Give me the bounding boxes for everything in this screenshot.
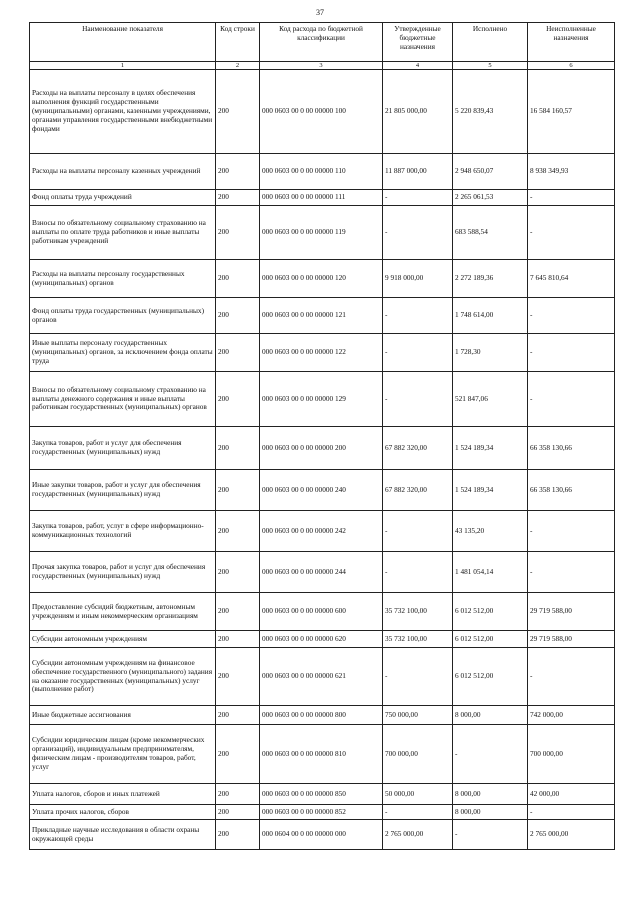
table-row xyxy=(30,334,615,372)
approved-value: - xyxy=(383,552,453,593)
executed-value: 2 265 061,53 xyxy=(453,190,528,206)
table-row xyxy=(30,372,615,427)
approved-value: - xyxy=(383,805,453,820)
executed-value: 2 948 650,07 xyxy=(453,154,528,190)
budget-classification-code: 000 0603 00 0 00 00000 119 xyxy=(260,206,383,260)
unexecuted-value: 29 719 588,00 xyxy=(528,631,615,648)
page-number: 37 xyxy=(316,8,324,17)
approved-value: 700 000,00 xyxy=(383,725,453,784)
approved-value: 21 805 000,00 xyxy=(383,70,453,154)
budget-classification-code: 000 0603 00 0 00 00000 110 xyxy=(260,154,383,190)
header-row xyxy=(30,23,615,62)
approved-value: 67 882 320,00 xyxy=(383,470,453,511)
line-code: 200 xyxy=(216,334,260,372)
budget-classification-code: 000 0603 00 0 00 00000 129 xyxy=(260,372,383,427)
budget-classification-code: 000 0604 00 0 00 00000 000 xyxy=(260,820,383,850)
executed-value: 1 524 189,34 xyxy=(453,427,528,470)
line-code: 200 xyxy=(216,298,260,334)
table-row xyxy=(30,648,615,706)
table-row xyxy=(30,470,615,511)
indicator-name: Иные закупки товаров, работ и услуг для обеспечения государственных (муниципальных) нужд xyxy=(30,470,216,511)
budget-classification-code: 000 0603 00 0 00 00000 240 xyxy=(260,470,383,511)
indicator-name: Взносы по обязательному социальному страхованию на выплаты по оплате труда работников и иные выплаты работникам учреждений xyxy=(30,206,216,260)
executed-value: 8 000,00 xyxy=(453,784,528,805)
header-approved: Утвержденные бюджетные назначения xyxy=(383,23,453,62)
executed-value: 8 000,00 xyxy=(453,706,528,725)
table-row xyxy=(30,820,615,850)
indicator-name: Субсидии автономным учреждениям xyxy=(30,631,216,648)
table-row xyxy=(30,70,615,154)
table-row xyxy=(30,725,615,784)
table-row xyxy=(30,190,615,206)
header-executed: Исполнено xyxy=(453,23,528,62)
budget-classification-code: 000 0603 00 0 00 00000 600 xyxy=(260,593,383,631)
budget-classification-code: 000 0603 00 0 00 00000 111 xyxy=(260,190,383,206)
column-number: 3 xyxy=(260,62,383,70)
line-code: 200 xyxy=(216,593,260,631)
line-code: 200 xyxy=(216,784,260,805)
approved-value: 9 918 000,00 xyxy=(383,260,453,298)
executed-value: 6 012 512,00 xyxy=(453,593,528,631)
column-number: 1 xyxy=(30,62,216,70)
indicator-name: Расходы на выплаты персоналу государственных (муниципальных) органов xyxy=(30,260,216,298)
indicator-name: Иные выплаты персоналу государственных (муниципальных) органов, за исключением фонда оплаты труда xyxy=(30,334,216,372)
line-code: 200 xyxy=(216,154,260,190)
indicator-name: Фонд оплаты труда учреждений xyxy=(30,190,216,206)
header-unexecuted: Неисполненные назначения xyxy=(528,23,615,62)
indicator-name: Субсидии юридическим лицам (кроме некоммерческих организаций), индивидуальным предпринимателям, физическим лицам - производителям товаров, работ, услуг xyxy=(30,725,216,784)
executed-value: 1 481 054,14 xyxy=(453,552,528,593)
approved-value: - xyxy=(383,298,453,334)
unexecuted-value: - xyxy=(528,334,615,372)
budget-classification-code: 000 0603 00 0 00 00000 621 xyxy=(260,648,383,706)
indicator-name: Взносы по обязательному социальному страхованию на выплаты денежного содержания и иные выплаты работникам государственных (муниципальных) органов xyxy=(30,372,216,427)
table-row xyxy=(30,511,615,552)
unexecuted-value: 7 645 810,64 xyxy=(528,260,615,298)
line-code: 200 xyxy=(216,706,260,725)
approved-value: - xyxy=(383,372,453,427)
executed-value: 2 272 189,36 xyxy=(453,260,528,298)
approved-value: - xyxy=(383,334,453,372)
column-number: 4 xyxy=(383,62,453,70)
approved-value: 750 000,00 xyxy=(383,706,453,725)
approved-value: 35 732 100,00 xyxy=(383,593,453,631)
executed-value: 5 220 839,43 xyxy=(453,70,528,154)
unexecuted-value: 66 358 130,66 xyxy=(528,427,615,470)
line-code: 200 xyxy=(216,631,260,648)
column-number: 5 xyxy=(453,62,528,70)
indicator-name: Закупка товаров, работ, услуг в сфере информационно-коммуникационных технологий xyxy=(30,511,216,552)
approved-value: 50 000,00 xyxy=(383,784,453,805)
line-code: 200 xyxy=(216,470,260,511)
budget-classification-code: 000 0603 00 0 00 00000 244 xyxy=(260,552,383,593)
indicator-name: Закупка товаров, работ и услуг для обеспечения государственных (муниципальных) нужд xyxy=(30,427,216,470)
approved-value: 67 882 320,00 xyxy=(383,427,453,470)
table-row xyxy=(30,631,615,648)
budget-classification-code: 000 0603 00 0 00 00000 122 xyxy=(260,334,383,372)
budget-classification-code: 000 0603 00 0 00 00000 620 xyxy=(260,631,383,648)
column-number: 6 xyxy=(528,62,615,70)
line-code: 200 xyxy=(216,260,260,298)
table-row xyxy=(30,298,615,334)
line-code: 200 xyxy=(216,820,260,850)
approved-value: - xyxy=(383,511,453,552)
header-budget-classification: Код расхода по бюджетной классификации xyxy=(260,23,383,62)
table-row xyxy=(30,593,615,631)
line-code: 200 xyxy=(216,206,260,260)
indicator-name: Прочая закупка товаров, работ и услуг для обеспечения государственных (муниципальных) нужд xyxy=(30,552,216,593)
budget-classification-code: 000 0603 00 0 00 00000 800 xyxy=(260,706,383,725)
budget-classification-code: 000 0603 00 0 00 00000 242 xyxy=(260,511,383,552)
indicator-name: Уплата налогов, сборов и иных платежей xyxy=(30,784,216,805)
line-code: 200 xyxy=(216,805,260,820)
line-code: 200 xyxy=(216,372,260,427)
indicator-name: Прикладные научные исследования в области охраны окружающей среды xyxy=(30,820,216,850)
budget-classification-code: 000 0603 00 0 00 00000 120 xyxy=(260,260,383,298)
column-number: 2 xyxy=(216,62,260,70)
unexecuted-value: 700 000,00 xyxy=(528,725,615,784)
approved-value: 11 887 000,00 xyxy=(383,154,453,190)
budget-classification-code: 000 0603 00 0 00 00000 852 xyxy=(260,805,383,820)
indicator-name: Уплата прочих налогов, сборов xyxy=(30,805,216,820)
executed-value: 683 588,54 xyxy=(453,206,528,260)
line-code: 200 xyxy=(216,190,260,206)
table-row xyxy=(30,805,615,820)
table-row xyxy=(30,154,615,190)
unexecuted-value: - xyxy=(528,511,615,552)
table-row xyxy=(30,552,615,593)
approved-value: - xyxy=(383,648,453,706)
budget-classification-code: 000 0603 00 0 00 00000 810 xyxy=(260,725,383,784)
budget-execution-table xyxy=(29,22,615,850)
indicator-name: Субсидии автономным учреждениям на финансовое обеспечение государственного (муниципального) задания на оказание государственных (муниципальных) услуг (выполнение работ) xyxy=(30,648,216,706)
executed-value: 6 012 512,00 xyxy=(453,648,528,706)
executed-value: 1 748 614,00 xyxy=(453,298,528,334)
unexecuted-value: - xyxy=(528,206,615,260)
indicator-name: Расходы на выплаты персоналу в целях обеспечения выполнения функций государственными (муниципальными) органами, казенными учреждениями, органами управления государственными внебюджетными фондами xyxy=(30,70,216,154)
budget-classification-code: 000 0603 00 0 00 00000 100 xyxy=(260,70,383,154)
table-row xyxy=(30,260,615,298)
executed-value: 1 728,30 xyxy=(453,334,528,372)
unexecuted-value: 42 000,00 xyxy=(528,784,615,805)
executed-value: 1 524 189,34 xyxy=(453,470,528,511)
unexecuted-value: 29 719 588,00 xyxy=(528,593,615,631)
indicator-name: Расходы на выплаты персоналу казенных учреждений xyxy=(30,154,216,190)
executed-value: 6 012 512,00 xyxy=(453,631,528,648)
table-row xyxy=(30,427,615,470)
unexecuted-value: 2 765 000,00 xyxy=(528,820,615,850)
executed-value: 521 847,06 xyxy=(453,372,528,427)
unexecuted-value: 8 938 349,93 xyxy=(528,154,615,190)
executed-value: 43 135,20 xyxy=(453,511,528,552)
executed-value: - xyxy=(453,820,528,850)
approved-value: - xyxy=(383,206,453,260)
header-indicator-name: Наименование показателя xyxy=(30,23,216,62)
table-row xyxy=(30,706,615,725)
unexecuted-value: - xyxy=(528,372,615,427)
approved-value: 35 732 100,00 xyxy=(383,631,453,648)
indicator-name: Фонд оплаты труда государственных (муниципальных) органов xyxy=(30,298,216,334)
unexecuted-value: - xyxy=(528,190,615,206)
unexecuted-value: - xyxy=(528,648,615,706)
budget-classification-code: 000 0603 00 0 00 00000 200 xyxy=(260,427,383,470)
unexecuted-value: 66 358 130,66 xyxy=(528,470,615,511)
table-row xyxy=(30,206,615,260)
budget-classification-code: 000 0603 00 0 00 00000 121 xyxy=(260,298,383,334)
line-code: 200 xyxy=(216,725,260,784)
unexecuted-value: 742 000,00 xyxy=(528,706,615,725)
executed-value: - xyxy=(453,725,528,784)
line-code: 200 xyxy=(216,552,260,593)
approved-value: 2 765 000,00 xyxy=(383,820,453,850)
budget-classification-code: 000 0603 00 0 00 00000 850 xyxy=(260,784,383,805)
line-code: 200 xyxy=(216,648,260,706)
unexecuted-value: - xyxy=(528,805,615,820)
unexecuted-value: 16 584 160,57 xyxy=(528,70,615,154)
unexecuted-value: - xyxy=(528,298,615,334)
line-code: 200 xyxy=(216,70,260,154)
line-code: 200 xyxy=(216,427,260,470)
header-line-code: Код строки xyxy=(216,23,260,62)
executed-value: 8 000,00 xyxy=(453,805,528,820)
unexecuted-value: - xyxy=(528,552,615,593)
indicator-name: Предоставление субсидий бюджетным, автономным учреждениям и иным некоммерческим организациям xyxy=(30,593,216,631)
approved-value: - xyxy=(383,190,453,206)
indicator-name: Иные бюджетные ассигнования xyxy=(30,706,216,725)
column-numbers-row xyxy=(30,62,615,70)
table-row xyxy=(30,784,615,805)
line-code: 200 xyxy=(216,511,260,552)
